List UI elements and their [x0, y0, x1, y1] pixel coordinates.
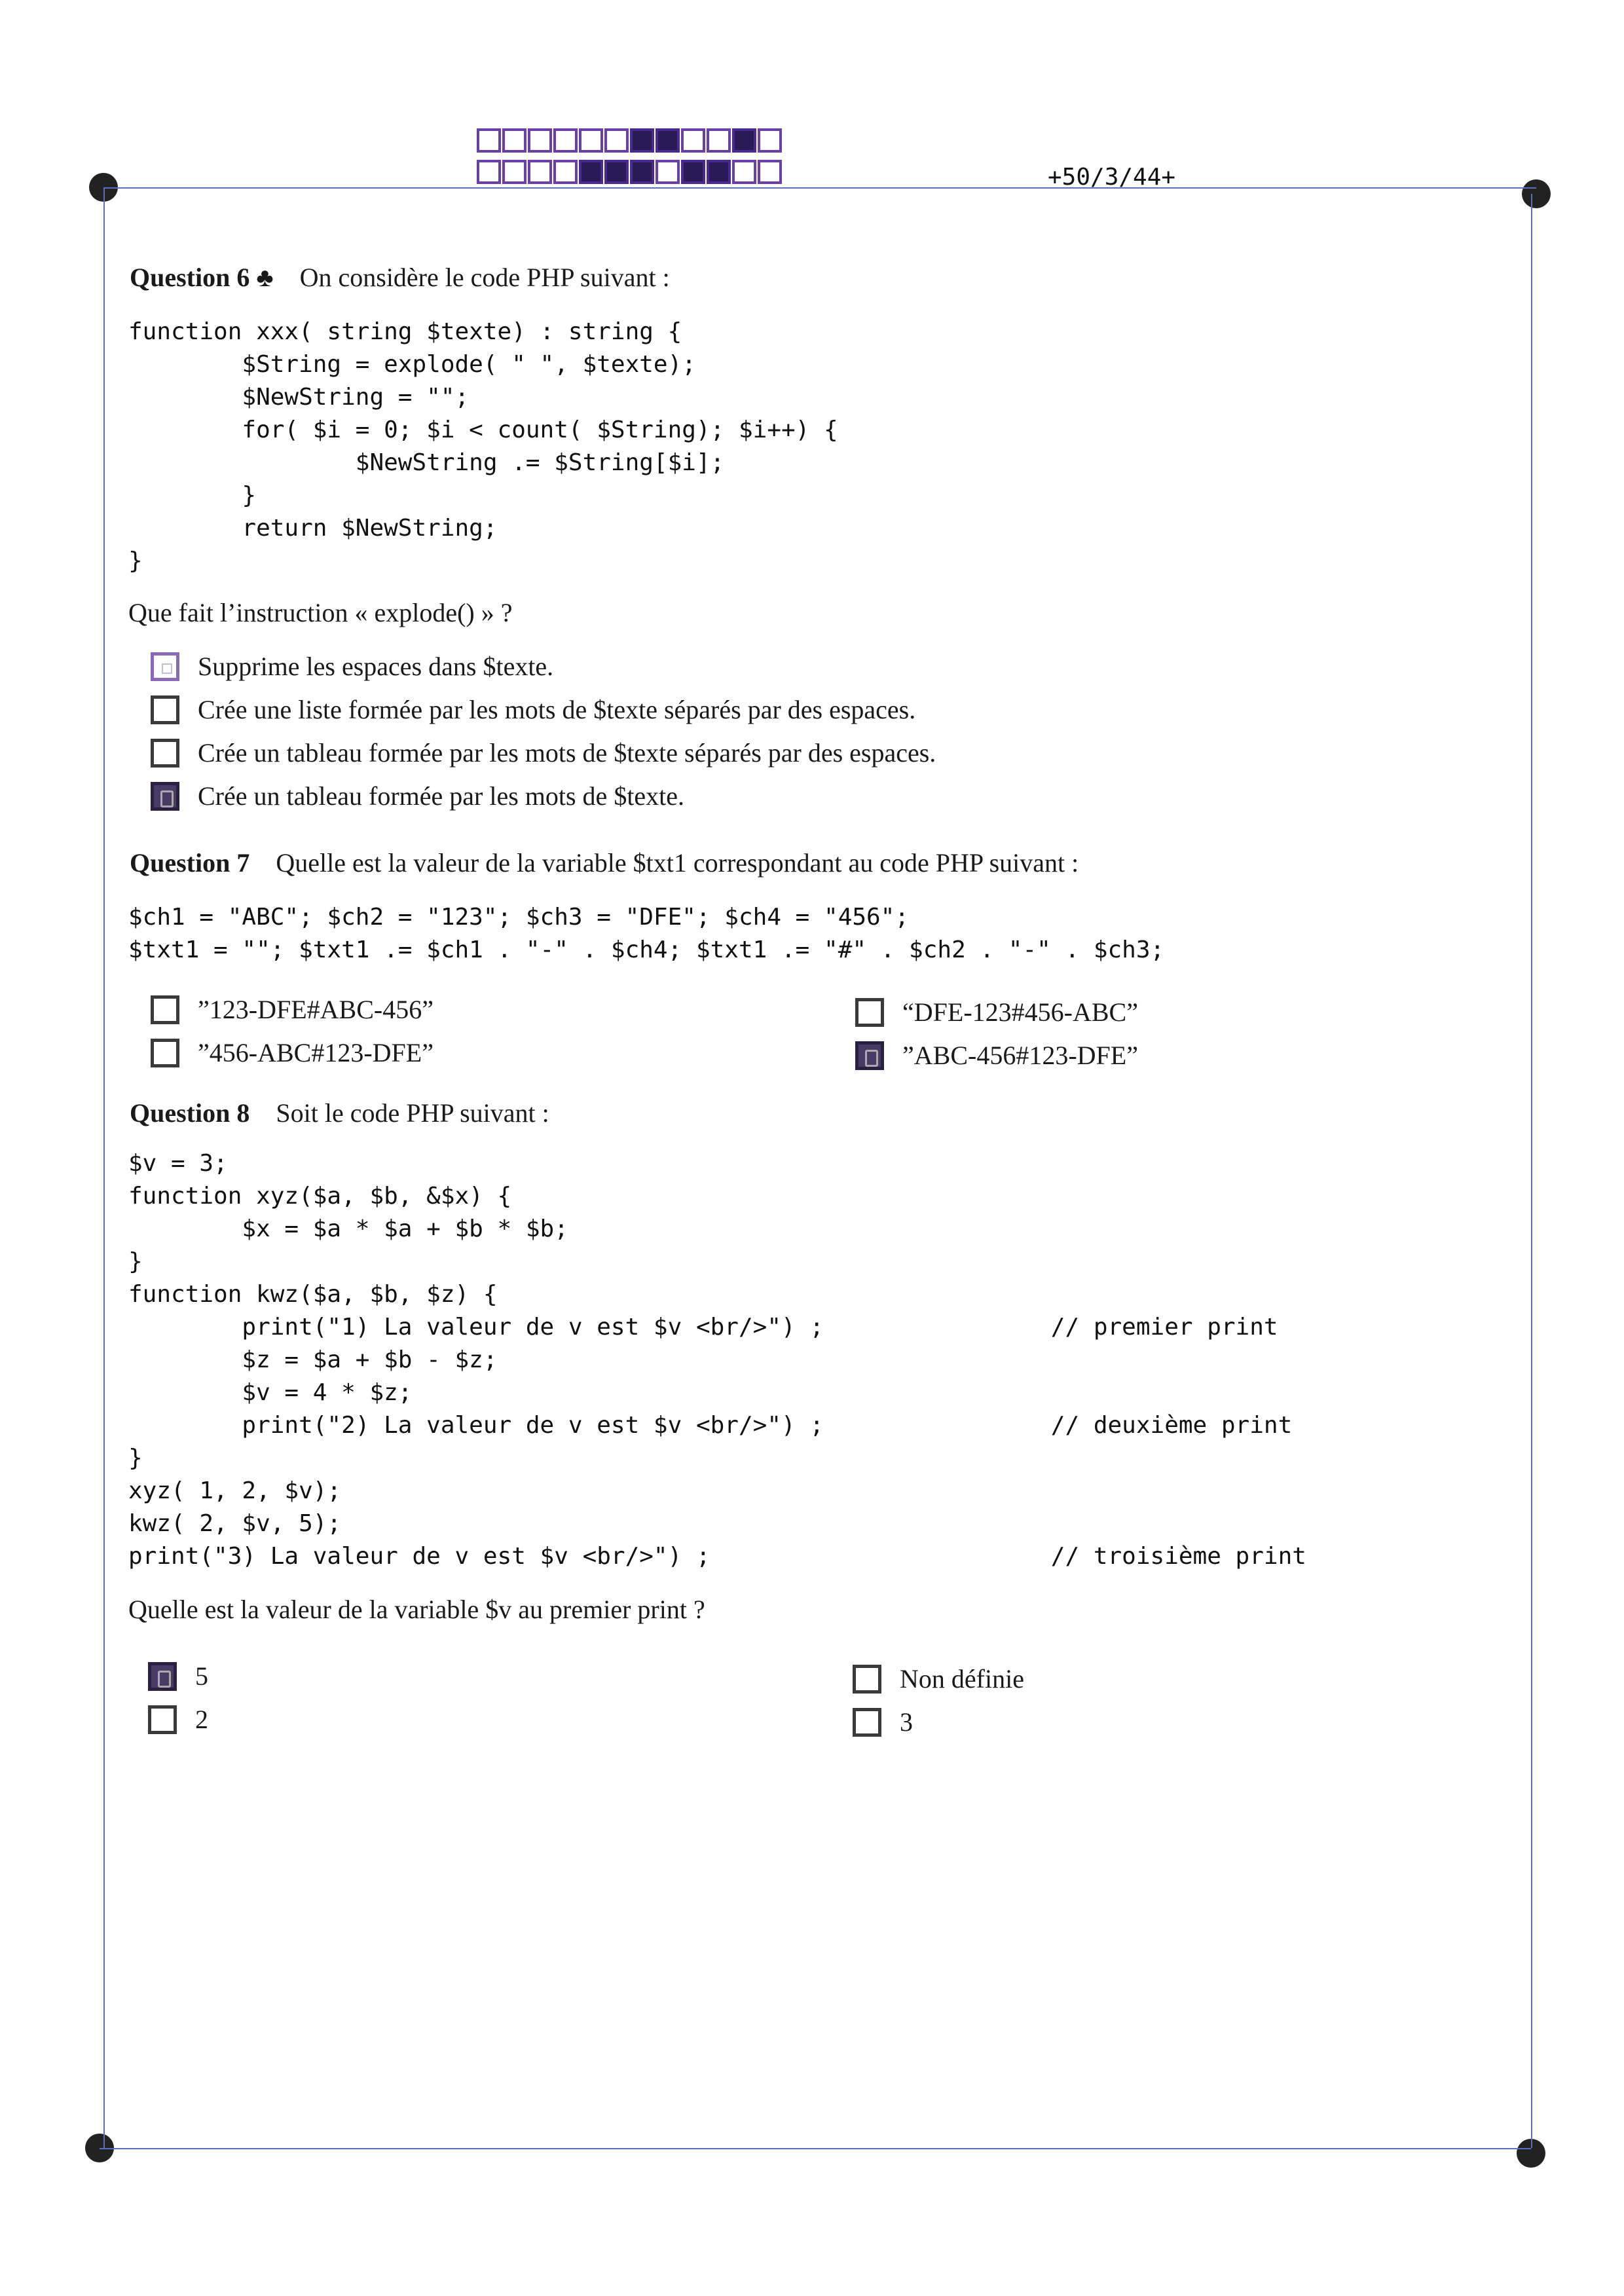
question-6-intro: On considère le code PHP suivant : [299, 263, 670, 292]
question-6-option-3[interactable] [151, 737, 936, 768]
question-8-prompt: Quelle est la valeur de la variable $v au premier print ? [128, 1595, 705, 1624]
barcode-cell-empty [707, 128, 731, 153]
question-6-option-2[interactable] [151, 694, 915, 725]
question-8-option-2[interactable] [853, 1663, 1024, 1694]
option-label: 5 [195, 1661, 208, 1691]
barcode-cell-empty [553, 160, 578, 184]
question-8-code: $v = 3; function xyz($a, $b, &$x) { $x = $a * $a + $b * $b; } function kwz($a, $b, $z) { print("1) La valeur de v est $v <br/>") ; // premier print $z = $a + $b - $z; $v = 4 * $z; print("2) La valeur de v est $v <br/>") ; // deuxième print } xyz( 1, 2, $v); kwz( 2, $v, 5); print("3) La valeur de v est $v <br/>") ; // troisième print [128, 1150, 1306, 1570]
barcode-cell-empty [681, 128, 705, 153]
barcode-cell-filled [630, 160, 654, 184]
question-7-option-2[interactable] [855, 997, 1138, 1028]
question-7-label: Question 7 [130, 848, 250, 878]
question-7-code: $ch1 = "ABC"; $ch2 = "123"; $ch3 = "DFE"; $ch4 = "456"; $txt1 = ""; $txt1 .= $ch1 . "-" . $ch4; $txt1 .= "#" . $ch2 . "-" . $ch3; [128, 904, 1165, 963]
barcode-cell-filled [630, 128, 654, 153]
barcode-cell-filled [655, 128, 680, 153]
option-label: 3 [900, 1707, 913, 1737]
option-label: ”456-ABC#123-DFE” [198, 1038, 434, 1067]
question-6-option-1[interactable] [151, 651, 553, 682]
checkbox[interactable] [855, 998, 884, 1027]
question-6-header [130, 262, 670, 293]
question-6-prompt: Que fait l’instruction « explode() » ? [128, 598, 513, 627]
barcode-cell-filled [707, 160, 731, 184]
option-label: Non définie [900, 1664, 1024, 1694]
checkbox[interactable] [151, 652, 179, 681]
question-7-intro: Quelle est la valeur de la variable $txt1 correspondant au code PHP suivant : [276, 848, 1079, 878]
question-6-option-4[interactable] [151, 781, 684, 811]
question-7-option-4[interactable] [855, 1040, 1138, 1071]
question-8-label: Question 8 [130, 1098, 250, 1128]
checkbox[interactable] [853, 1708, 881, 1737]
barcode-cell-empty [502, 160, 526, 184]
barcode-cell-empty [477, 160, 501, 184]
question-8-intro: Soit le code PHP suivant : [276, 1098, 549, 1128]
option-label: ”ABC-456#123-DFE” [902, 1041, 1138, 1070]
barcode-cell-filled [579, 160, 603, 184]
frame-top [103, 187, 1536, 189]
barcode-cell-filled [681, 160, 705, 184]
barcode-cell-filled [732, 128, 756, 153]
frame-bottom [100, 2148, 1531, 2149]
page-id: +50/3/44+ [1048, 164, 1176, 191]
option-label: Crée un tableau formée par les mots de $texte. [198, 781, 685, 811]
barcode-cell-empty [758, 128, 782, 153]
frame-right [1531, 194, 1532, 2148]
option-label: ”123-DFE#ABC-456” [198, 995, 434, 1024]
question-6-label: Question 6 ♣ [130, 263, 274, 292]
option-label: “DFE-123#456-ABC” [902, 997, 1138, 1027]
question-8-option-3[interactable] [148, 1704, 208, 1735]
checkbox-checked[interactable] [151, 782, 179, 811]
question-8-header [130, 1098, 549, 1128]
barcode-cell-empty [477, 128, 501, 153]
corner-marker-top-right [1522, 179, 1551, 208]
checkbox[interactable] [151, 695, 179, 724]
barcode-cell-empty [758, 160, 782, 184]
checkbox[interactable] [151, 995, 179, 1024]
option-label: Crée un tableau formée par les mots de $texte séparés par des espaces. [198, 738, 936, 768]
barcode-cell-empty [502, 128, 526, 153]
question-7-header [130, 847, 1079, 878]
option-label: Crée une liste formée par les mots de $texte séparés par des espaces. [198, 695, 916, 724]
barcode-cell-empty [553, 128, 578, 153]
checkbox-checked[interactable] [855, 1041, 884, 1070]
checkbox[interactable] [151, 1039, 179, 1067]
option-label: Supprime les espaces dans $texte. [198, 652, 554, 681]
question-6-code: function xxx( string $texte) : string { $String = explode( " ", $texte); $NewString = ""; for( $i = 0; $i < count( $String); $i++) { $NewString .= $String[$i]; } return $NewString; } [128, 318, 838, 574]
barcode-cell-empty [579, 128, 603, 153]
checkbox-checked[interactable] [148, 1662, 177, 1691]
question-7-option-3[interactable] [151, 1037, 434, 1068]
checkbox[interactable] [151, 739, 179, 768]
barcode-cell-empty [528, 128, 552, 153]
barcode-cell-filled [604, 160, 629, 184]
question-8-option-1[interactable] [148, 1661, 208, 1692]
barcode-row-2 [477, 160, 782, 184]
frame-left [103, 187, 105, 2148]
barcode-cell-empty [655, 160, 680, 184]
barcode-cell-empty [732, 160, 756, 184]
option-label: 2 [195, 1705, 208, 1734]
barcode-cell-empty [604, 128, 629, 153]
checkbox[interactable] [148, 1705, 177, 1734]
question-8-option-4[interactable] [853, 1707, 913, 1737]
barcode-row-1 [477, 128, 782, 153]
question-7-option-1[interactable] [151, 994, 434, 1025]
checkbox[interactable] [853, 1665, 881, 1694]
barcode-cell-empty [528, 160, 552, 184]
